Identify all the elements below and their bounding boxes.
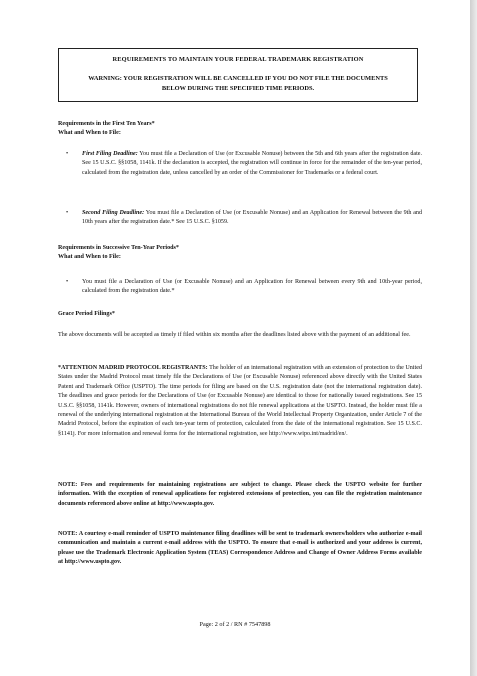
bullet-icon: • xyxy=(66,279,69,285)
first-ten-title: Requirements in the First Ten Years* xyxy=(58,121,155,127)
bullet-icon: • xyxy=(66,210,69,216)
note-fees: NOTE: Fees and requirements for maintaining registrations are subject to change. Please check the USPTO website for further information. With the exception of renewal applications for registered extensions of protection, you can file the registration maintenance documents referenced above online at http://www.uspto.gov. xyxy=(58,482,422,507)
header-warning: WARNING: YOUR REGISTRATION WILL BE CANCELLED IF YOU DO NOT FILE THE DOCUMENTS BELOW DURING THE SPECIFIED TIME PERIODS. xyxy=(88,75,388,92)
grace-heading: Grace Period Filings* xyxy=(58,311,115,317)
madrid-label: *ATTENTION MADRID PROTOCOL REGISTRANTS: xyxy=(58,365,208,371)
first-filing-bullet xyxy=(66,150,422,178)
madrid-text: The holder of an international registration with an extension of protection to the United States under the Madrid Protocol must timely file the Declarations of Use (or Excusable Nonuse) referenced above directly with the United States Patent and Trademark Office (USPTO). The time periods for filing are based on the U.S. registration date (not the international registration date). The deadlines and grace periods for the Declarations of Use (or Excusable Nonuse) are identical to those for nationally issued registrations. See 15 U.S.C. §§1058, 1141k. However, owners of international registrations do not file renewal applications at the USPTO. Instead, the holder must file a renewal of the underlying international registration at the International Bureau of the World Intellectual Property Organization, under Article 7 of the Madrid Protocol, before the expiration of each ten-year term of protection, calculated from the date of the international registration. See 15 U.S.C. §1141j. For more information and renewal forms for the international registration, see http://www.wipo.int/madrid/en/. xyxy=(58,365,422,437)
successive-title: Requirements in Successive Ten-Year Periods* xyxy=(58,245,179,251)
header-title: REQUIREMENTS TO MAINTAIN YOUR FEDERAL TRADEMARK REGISTRATION xyxy=(112,56,364,63)
first-filing-text: You must file a Declaration of Use (or Excusable Nonuse) between the 5th and 6th years after the registration date. See 15 U.S.C. §§1058, 1141k. If the declaration is accepted, the registration will continue in force for the remainder of the ten-year period, calculated from the registration date, unless cancelled by an order of the Commissioner for Trademarks or a federal court. xyxy=(82,151,423,176)
first-filing-label: First Filing Deadline: xyxy=(82,151,138,157)
second-filing-label: Second Filing Deadline: xyxy=(82,210,145,216)
second-filing-bullet xyxy=(66,209,422,228)
madrid-paragraph xyxy=(58,364,422,439)
successive-text: You must file a Declaration of Use (or Excusable Nonuse) and an Application for Renewal between every 9th and 10th-year period, calculated from the registration date.* xyxy=(82,279,422,295)
successive-heading xyxy=(58,244,422,263)
bullet-icon: • xyxy=(66,151,69,157)
successive-subtitle: What and When to File: xyxy=(58,254,121,261)
page-shadow xyxy=(470,0,477,676)
second-filing-text: You must file a Declaration of Use (or Excusable Nonuse) and an Application for Renewal between the 9th and 10th years after the registration date.* See 15 U.S.C. §1059. xyxy=(82,210,422,226)
successive-bullet xyxy=(66,278,422,297)
grace-text: The above documents will be accepted as timely if filed within six months after the deadlines listed above with the payment of an additional fee. xyxy=(58,332,411,338)
first-ten-heading xyxy=(58,120,422,139)
requirements-header-box xyxy=(58,48,418,102)
note-email-reminder: NOTE: A courtesy e-mail reminder of USPTO maintenance filing deadlines will be sent to trademark owners/holders who authorize e-mail communication and maintain a current e-mail address with the USPTO. To ensure that e-mail is authorized and your address is current, please use the Trademark Electronic Application System (TEAS) Correspondence Address and Change of Owner Address Forms available at http://www.uspto.gov. xyxy=(58,531,422,566)
first-ten-subtitle: What and When to File: xyxy=(58,130,121,137)
page-footer: Page: 2 of 2 / RN # 7547898 xyxy=(199,621,271,628)
